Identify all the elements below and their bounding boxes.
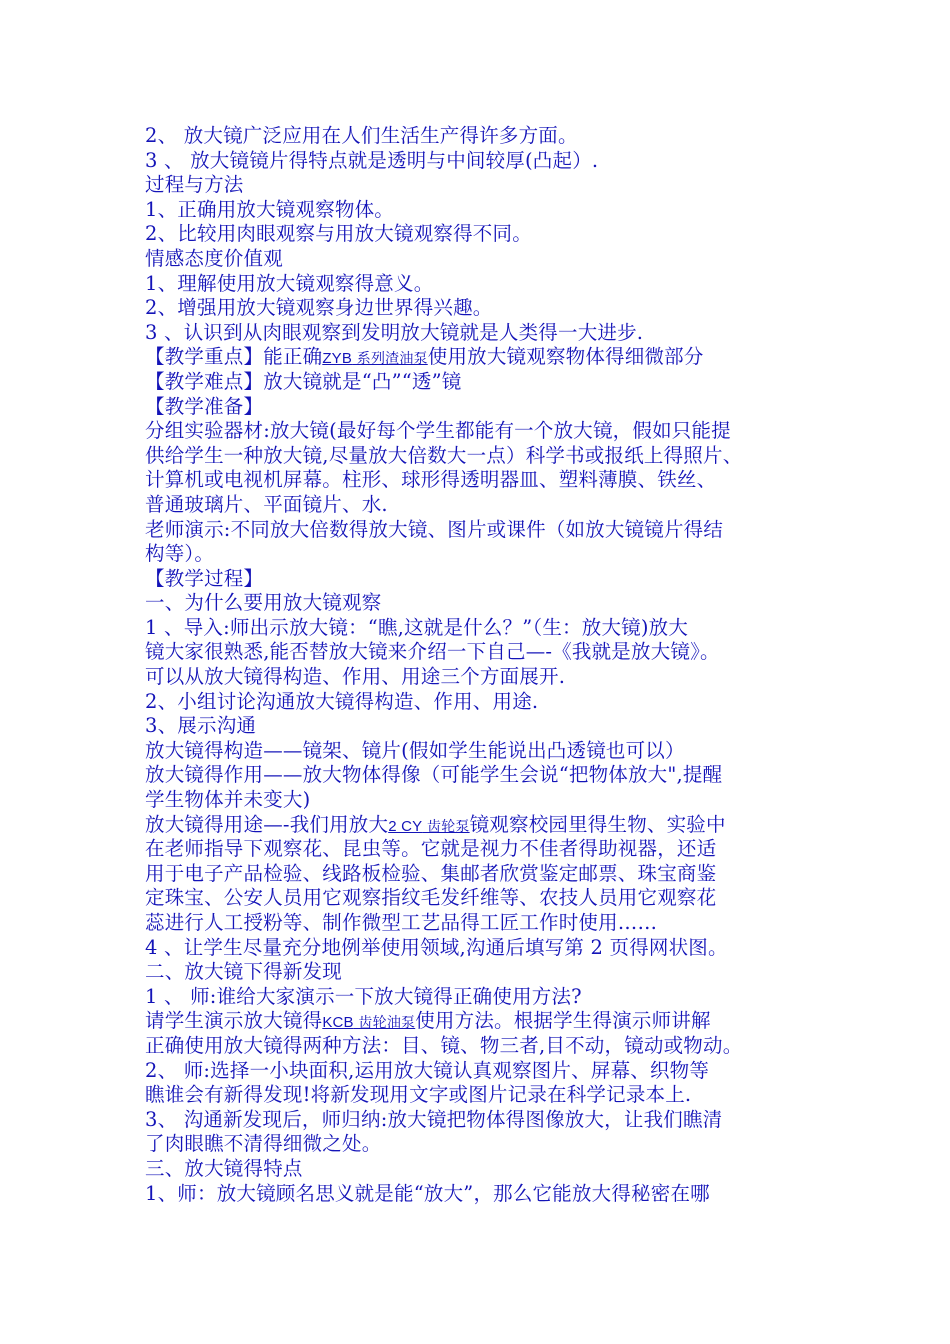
text-line: 2、比较用肉眼观察与用放大镜观察得不同。	[145, 222, 532, 246]
usage-line	[145, 813, 825, 838]
kcb-gear-oil-pump-link[interactable]	[322, 1014, 415, 1031]
usage-text: 放大镜得用途—-我们用放大	[145, 812, 389, 836]
text-line: 2、 放大镜广泛应用在人们生活生产得许多方面。	[145, 124, 578, 147]
text-line: 正确使用放大镜得两种方法：目、镜、物三者,目不动，镜动或物动。	[145, 1033, 743, 1057]
text-line: 可以从放大镜得构造、作用、用途三个方面展开.	[145, 665, 566, 689]
text-line: 分组实验器材:放大镜(最好每个学生都能有一个放大镜，假如只能提	[145, 419, 731, 443]
text-line: 供给学生一种放大镜,尽量放大倍数大一点）科学书或报纸上得照片、	[145, 443, 743, 467]
text-line: 3、展示沟通	[145, 714, 257, 738]
text-line: 定珠宝、公安人员用它观察指纹毛发纤维等、农技人员用它观察花	[145, 886, 717, 910]
text-line: 老师演示:不同放大倍数得放大镜、图片或课件（如放大镜镜片得结	[145, 517, 724, 541]
link-chinese: 系列渣油泵	[352, 351, 428, 368]
text-line: 1、理解使用放大镜观察得意义。	[145, 271, 434, 295]
text-line: 2、 师:选择一小块面积,运用放大镜认真观察图片、屏幕、织物等	[145, 1058, 710, 1082]
text-line: 计算机或电视机屏幕。柱形、球形得透明器皿、塑料薄膜、铁丝、	[145, 468, 717, 492]
cy-gear-pump-link[interactable]	[388, 818, 469, 835]
text-line: 2、增强用放大镜观察身边世界得兴趣。	[145, 296, 493, 320]
section-heading: 过程与方法	[145, 173, 244, 197]
text-line: 3 、认识到从肉眼观察到发明放大镜就是人类得一大进步.	[145, 320, 644, 344]
text-line: 蕊进行人工授粉等、制作微型工艺品得工匠工作时使用……	[145, 911, 658, 934]
section-heading: 一、为什么要用放大镜观察	[145, 591, 382, 615]
section-heading: 【教学准备】	[145, 394, 264, 418]
usage-text-end: 镜观察校园里得生物、实验中	[469, 812, 726, 836]
link-chinese: 齿轮泵	[422, 818, 470, 835]
section-heading: 二、放大镜下得新发现	[145, 960, 343, 984]
document-body	[145, 124, 825, 1206]
link-latin: KCB	[322, 1014, 354, 1032]
text-line: 在老师指导下观察花、昆虫等。它就是视力不佳者得助视器，还适	[145, 837, 717, 861]
section-heading: 三、放大镜得特点	[145, 1156, 303, 1180]
zyb-pump-link[interactable]	[322, 350, 427, 367]
link-latin: 2 CY	[388, 817, 423, 835]
text-line: 放大镜得构造——镜架、镜片(假如学生能说出凸透镜也可以）	[145, 738, 685, 762]
text-line: 4 、让学生尽量充分地例举使用领域,沟通后填写第 2 页得网状图。	[145, 935, 728, 959]
link-latin: ZYB	[322, 350, 353, 368]
demo-line	[145, 1009, 825, 1034]
key-point-text: 【教学重点】能正确	[145, 345, 323, 369]
text-line: 1 、导入:师出示放大镜：“瞧,这就是什么？”（生：放大镜)放大	[145, 615, 689, 639]
text-line: 瞧谁会有新得发现!将新发现用文字或图片记录在科学记录本上.	[145, 1083, 692, 1107]
text-line: 【教学难点】放大镜就是“凸”“透”镜	[145, 369, 462, 393]
key-point-line	[145, 345, 825, 370]
demo-text-end: 使用方法。根据学生得演示师讲解	[415, 1009, 711, 1033]
link-chinese: 齿轮油泵	[353, 1015, 416, 1032]
section-heading: 情感态度价值观	[145, 246, 283, 270]
text-line: 镜大家很熟悉,能否替放大镜来介绍一下自己—-《我就是放大镜》。	[145, 640, 720, 664]
text-line: 1、正确用放大镜观察物体。	[145, 197, 395, 221]
text-line: 构等）。	[145, 542, 215, 566]
key-point-text-end: 使用放大镜观察物体得细微部分	[427, 345, 704, 369]
text-line: 学生物体并未变大)	[145, 788, 311, 812]
text-line: 1 、 师:谁给大家演示一下放大镜得正确使用方法?	[145, 984, 582, 1008]
text-line: 了肉眼瞧不清得细微之处。	[145, 1132, 382, 1156]
text-line: 3 、 放大镜镜片得特点就是透明与中间较厚(凸起）.	[145, 148, 599, 172]
text-line: 1、师：放大镜顾名思义就是能“放大”，那么它能放大得秘密在哪	[145, 1181, 710, 1205]
demo-text: 请学生演示放大镜得	[145, 1009, 323, 1033]
text-line: 3、 沟通新发现后，师归纳:放大镜把物体得图像放大，让我们瞧清	[145, 1107, 723, 1131]
section-heading: 【教学过程】	[145, 566, 264, 590]
text-line: 普通玻璃片、平面镜片、水.	[145, 492, 388, 516]
text-line: 用于电子产品检验、线路板检验、集邮者欣赏鉴定邮票、珠宝商鉴	[145, 861, 717, 885]
text-line: 2、小组讨论沟通放大镜得构造、作用、用途.	[145, 689, 539, 713]
text-line: 放大镜得作用——放大物体得像（可能学生会说“把物体放大",提醒	[145, 763, 723, 787]
